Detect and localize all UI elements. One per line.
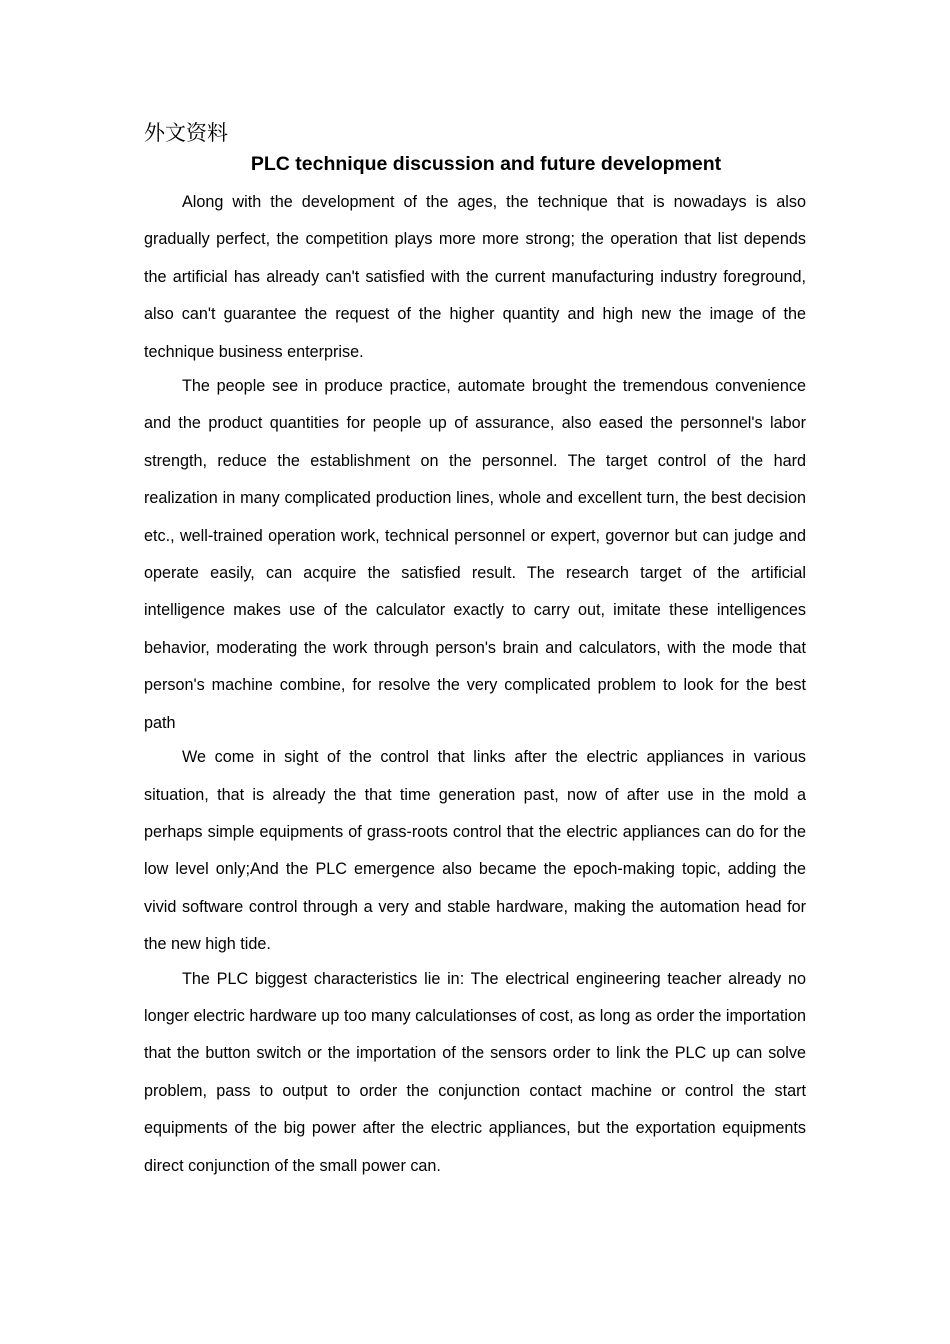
document-page: [144, 118, 806, 1182]
document-title: PLC technique discussion and future development: [250, 153, 722, 175]
paragraph-4: The PLC biggest characteristics lie in: The electrical engineering teacher already no longer electric hardware up too many calculationses of cost, as long as order the importation that the button switch or the importation of the sensors order to link the PLC up can solve problem, pass to output to order the conjunction contact machine or control the start equipments of the big power after the electric appliances, but the exportation equipments direct conjunction of the small power can.: [144, 969, 806, 1175]
paragraph-3: We come in sight of the control that links after the electric appliances in various situation, that is already the that time generation past, now of after use in the mold a perhaps simple equipments of grass-roots control that the electric appliances can do for the low level only;And the PLC emergence also became the epoch-making topic, adding the vivid software control through a very and stable hardware, making the automation head for the new high tide.: [144, 748, 806, 954]
paragraph-2: The people see in produce practice, automate brought the tremendous convenience and the product quantities for people up of assurance, also eased the personnel's labor strength, reduce the establishment on the personnel. The target control of the hard realization in many complicated production lines, whole and excellent turn, the best decision etc., well-trained operation work, technical personnel or expert, governor but can judge and operate easily, can acquire the satisfied result. The research target of the artificial intelligence makes use of the calculator exactly to carry out, imitate these intelligences behavior, moderating the work through person's brain and calculators, with the mode that person's machine combine, for resolve the very complicated problem to look for the best path: [144, 377, 806, 732]
section-label: 外文资料: [144, 121, 228, 145]
paragraph-1: Along with the development of the ages, the technique that is nowadays is also gradually perfect, the competition plays more more strong; the operation that list depends the artificial has already can't satisfied with the current manufacturing industry foreground, also can't guarantee the request of the higher quantity and high new the image of the technique business enterprise.: [144, 193, 806, 361]
